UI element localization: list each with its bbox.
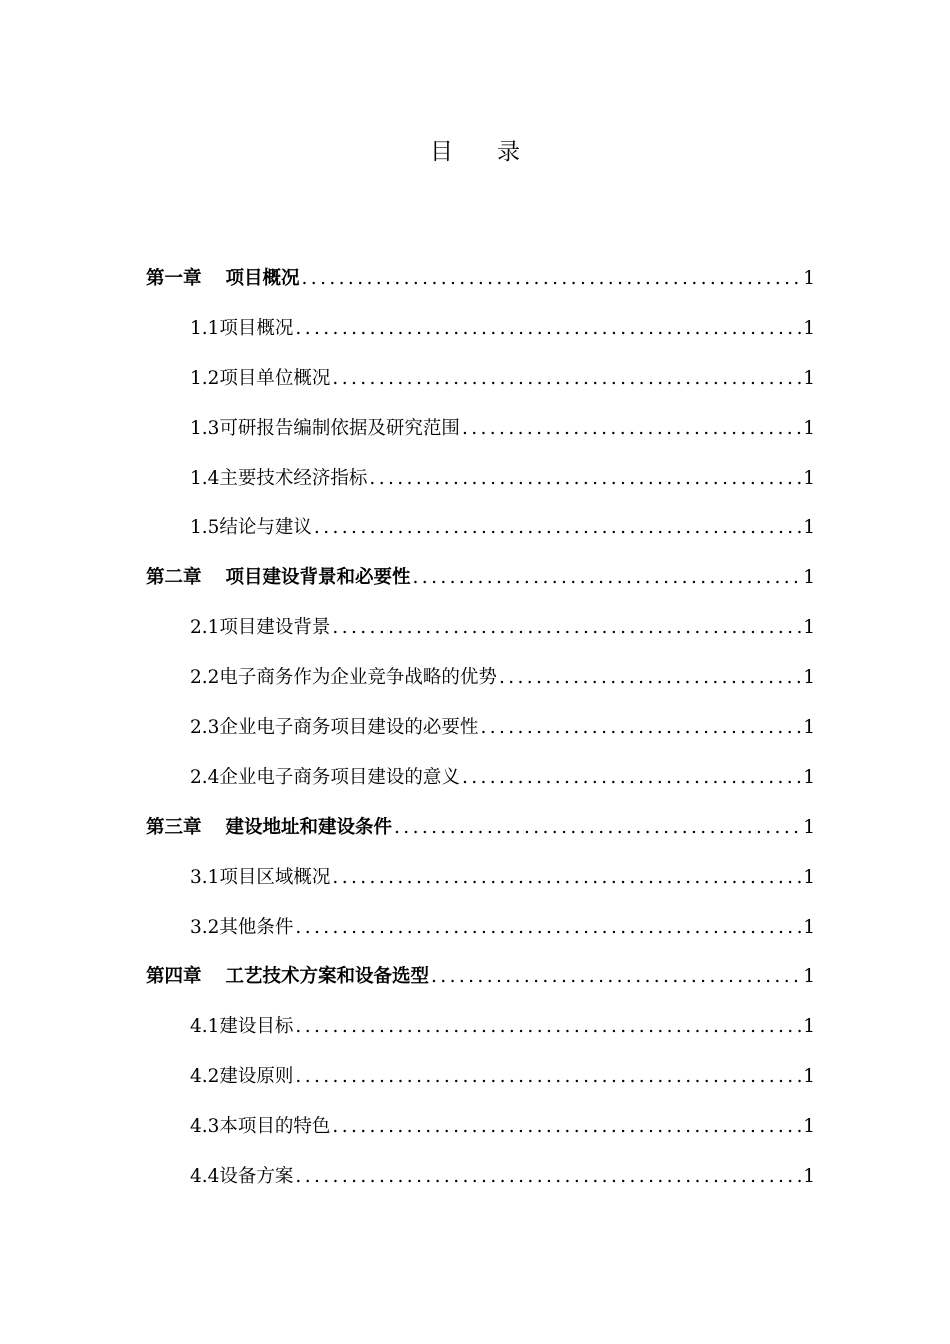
toc-entry-text: 1.4主要技术经济指标 bbox=[190, 467, 368, 489]
toc-section-entry[interactable] bbox=[146, 756, 815, 806]
toc-page-number: 1 bbox=[803, 317, 815, 339]
toc-page-number: 1 bbox=[803, 1166, 815, 1188]
toc-page-number: 1 bbox=[803, 966, 815, 988]
toc-section-entry[interactable] bbox=[146, 307, 815, 357]
toc-title-char: 目 bbox=[430, 139, 453, 165]
toc-page-number: 1 bbox=[803, 467, 815, 489]
toc-entry-text: 1.2项目单位概况 bbox=[190, 367, 331, 389]
toc-dot-leader bbox=[295, 906, 801, 950]
toc-entry-text: 1.5结论与建议 bbox=[190, 517, 312, 539]
toc-page-number: 1 bbox=[803, 1016, 815, 1038]
toc-dot-leader bbox=[462, 756, 801, 800]
toc-entry-text: 项目概况 bbox=[225, 268, 300, 289]
toc-dot-leader bbox=[332, 606, 801, 650]
toc-entry-text: 2.1项目建设背景 bbox=[190, 617, 331, 639]
toc-page-number: 1 bbox=[803, 667, 815, 689]
toc-section-entry[interactable] bbox=[146, 1055, 815, 1105]
toc-page-number: 1 bbox=[803, 268, 815, 289]
toc-chapter-entry[interactable] bbox=[146, 257, 815, 307]
toc-entry-text: 4.2建设原则 bbox=[190, 1066, 294, 1088]
toc-chapter-label: 第二章 bbox=[146, 567, 202, 589]
toc-entry-text: 4.3本项目的特色 bbox=[190, 1116, 331, 1138]
toc-chapter-label: 第三章 bbox=[146, 816, 202, 838]
toc-dot-leader bbox=[413, 556, 802, 600]
toc-page-number: 1 bbox=[803, 866, 815, 888]
toc-entry-text: 4.4设备方案 bbox=[190, 1166, 294, 1188]
toc-page-number: 1 bbox=[803, 816, 815, 838]
toc-dot-leader bbox=[295, 1155, 801, 1199]
toc-dot-leader bbox=[369, 457, 801, 501]
toc-page-number: 1 bbox=[803, 1066, 815, 1088]
toc-dot-leader bbox=[332, 856, 801, 900]
toc-section-entry[interactable] bbox=[146, 506, 815, 556]
toc-section-entry[interactable] bbox=[146, 457, 815, 507]
toc-dot-leader bbox=[480, 706, 801, 750]
toc-page-number: 1 bbox=[803, 717, 815, 739]
toc-entry-text: 1.1项目概况 bbox=[190, 317, 294, 339]
toc-page-number: 1 bbox=[803, 617, 815, 639]
toc-dot-leader bbox=[295, 1055, 801, 1099]
toc-entry-text: 项目建设背景和必要性 bbox=[225, 567, 411, 589]
toc-entry-text: 工艺技术方案和设备选型 bbox=[225, 966, 430, 988]
table-of-contents bbox=[146, 257, 815, 1205]
toc-dot-leader bbox=[295, 307, 801, 351]
toc-title bbox=[0, 134, 950, 170]
toc-dot-leader bbox=[394, 806, 801, 850]
toc-dot-leader bbox=[462, 407, 801, 451]
toc-chapter-label: 第四章 bbox=[146, 966, 202, 988]
toc-title-char: 录 bbox=[497, 139, 520, 165]
toc-dot-leader bbox=[332, 357, 801, 401]
toc-dot-leader bbox=[302, 257, 802, 301]
toc-entry-text: 3.1项目区域概况 bbox=[190, 866, 331, 888]
toc-entry-text: 3.2其他条件 bbox=[190, 916, 294, 938]
toc-entry-text: 2.3企业电子商务项目建设的必要性 bbox=[190, 717, 479, 739]
toc-section-entry[interactable] bbox=[146, 606, 815, 656]
toc-chapter-entry[interactable] bbox=[146, 955, 815, 1005]
toc-section-entry[interactable] bbox=[146, 1105, 815, 1155]
toc-dot-leader bbox=[332, 1105, 801, 1149]
toc-entry-text: 4.1建设目标 bbox=[190, 1016, 294, 1038]
toc-dot-leader bbox=[314, 506, 801, 550]
toc-dot-leader bbox=[499, 656, 801, 700]
toc-page-number: 1 bbox=[803, 916, 815, 938]
toc-section-entry[interactable] bbox=[146, 706, 815, 756]
toc-page-number: 1 bbox=[803, 417, 815, 439]
toc-page-number: 1 bbox=[803, 367, 815, 389]
toc-section-entry[interactable] bbox=[146, 1155, 815, 1205]
toc-chapter-entry[interactable] bbox=[146, 806, 815, 856]
toc-dot-leader bbox=[431, 955, 801, 999]
toc-section-entry[interactable] bbox=[146, 856, 815, 906]
toc-entry-text: 2.2电子商务作为企业竞争战略的优势 bbox=[190, 667, 497, 689]
toc-entry-text: 2.4企业电子商务项目建设的意义 bbox=[190, 766, 460, 788]
toc-page-number: 1 bbox=[803, 567, 815, 589]
toc-page-number: 1 bbox=[803, 766, 815, 788]
toc-section-entry[interactable] bbox=[146, 407, 815, 457]
toc-entry-text: 建设地址和建设条件 bbox=[225, 816, 393, 838]
toc-section-entry[interactable] bbox=[146, 656, 815, 706]
toc-section-entry[interactable] bbox=[146, 906, 815, 956]
toc-chapter-label: 第一章 bbox=[146, 268, 202, 289]
toc-chapter-entry[interactable] bbox=[146, 556, 815, 606]
toc-section-entry[interactable] bbox=[146, 357, 815, 407]
toc-page-number: 1 bbox=[803, 1116, 815, 1138]
toc-dot-leader bbox=[295, 1005, 801, 1049]
toc-section-entry[interactable] bbox=[146, 1005, 815, 1055]
toc-page-number: 1 bbox=[803, 517, 815, 539]
toc-entry-text: 1.3可研报告编制依据及研究范围 bbox=[190, 417, 460, 439]
